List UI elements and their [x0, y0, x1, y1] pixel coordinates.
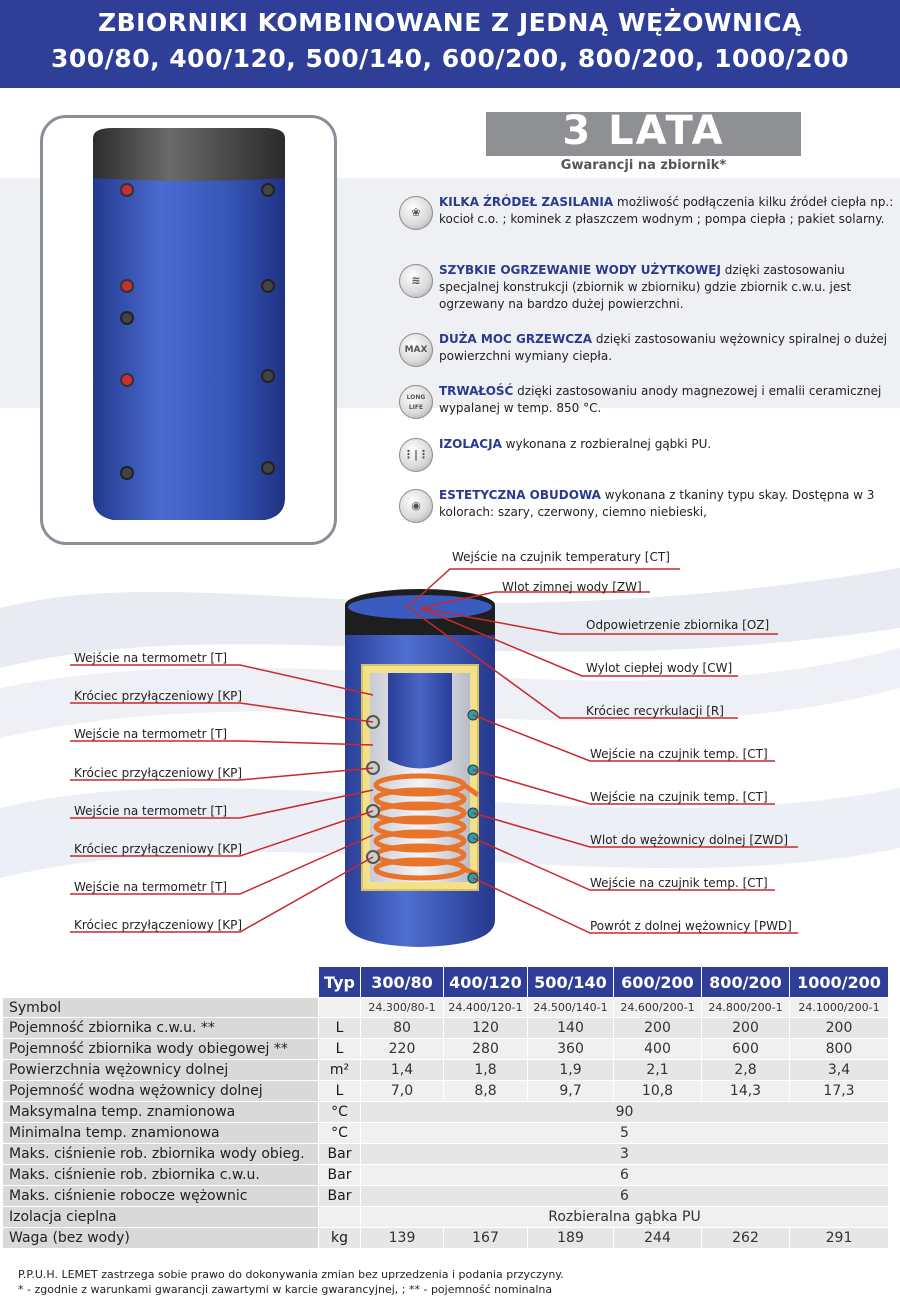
feature-text: wykonana z rozbieralnej gąbki PU.	[501, 437, 712, 451]
table-row	[3, 1186, 889, 1207]
table-row	[3, 1018, 889, 1039]
table-cell: 189	[528, 1228, 614, 1249]
table-cell: 2,1	[614, 1060, 702, 1081]
feature-title: IZOLACJA	[439, 437, 502, 451]
feature-title: SZYBKIE OGRZEWANIE WODY UŻYTKOWEJ	[439, 263, 721, 277]
feature-item	[395, 383, 895, 417]
table-cell: 24.1000/200-1	[790, 998, 889, 1018]
table-cell-merged: Rozbieralna gąbka PU	[361, 1207, 889, 1228]
feature-text: dzięki zastosowaniu specjalnej konstrukcji (zbiornik w zbiorniku) gdzie zbiornik c.w.u. jest ogrzewany na bardzo dużej powierzchni.	[439, 263, 852, 311]
long-life-icon: LONG LIFE	[399, 385, 433, 419]
table-cell: 167	[444, 1228, 528, 1249]
model-list: 300/80, 400/120, 500/140, 600/200, 800/200, 1000/200	[50, 44, 849, 73]
diagram-label: Wejście na czujnik temperatury [CT]	[452, 550, 670, 564]
diagram-label: Powrót z dolnej wężownicy [PWD]	[590, 919, 792, 933]
table-cell: 10,8	[614, 1081, 702, 1102]
table-cell: 200	[790, 1018, 889, 1039]
diagram-label: Wlot do wężownicy dolnej [ZWD]	[590, 833, 789, 847]
table-cell: 9,7	[528, 1081, 614, 1102]
feature-item	[395, 262, 895, 313]
casing-icon: ◉	[399, 489, 433, 523]
table-row	[3, 1228, 889, 1249]
warranty-subtitle: Gwarancji na zbiornik*	[560, 158, 727, 173]
feature-item	[395, 436, 895, 461]
diagram-label: Odpowietrzenie zbiornika [OZ]	[586, 618, 770, 632]
table-header-model: 300/80	[361, 967, 444, 998]
row-unit: L	[319, 1081, 361, 1102]
row-unit: Bar	[319, 1186, 361, 1207]
row-label: Powierzchnia wężownicy dolnej	[3, 1060, 319, 1081]
table-cell-merged: 3	[361, 1144, 889, 1165]
diagram-label: Wejście na czujnik temp. [CT]	[590, 790, 768, 804]
table-cell: 244	[614, 1228, 702, 1249]
warranty-years: 3 LATA	[562, 108, 725, 154]
table-cell: 24.300/80-1	[361, 998, 444, 1018]
diagram-label: Wejście na termometr [T]	[74, 880, 228, 894]
feature-text: dzięki zastosowaniu anody magnezowej i emalii ceramicznej wypalanej w temp. 850 °C.	[439, 384, 882, 415]
diagram-label: Wejście na termometr [T]	[74, 651, 228, 665]
table-row	[3, 1123, 889, 1144]
table-header-model: 600/200	[614, 967, 702, 998]
table-row	[3, 1102, 889, 1123]
table-cell-merged: 90	[361, 1102, 889, 1123]
table-cell: 1,4	[361, 1060, 444, 1081]
table-cell: 291	[790, 1228, 889, 1249]
feature-title: ESTETYCZNA OBUDOWA	[439, 488, 601, 502]
table-cell: 800	[790, 1039, 889, 1060]
leaf-icon: ❀	[399, 196, 433, 230]
table-header-model: 1000/200	[790, 967, 889, 998]
feature-title: DUŻA MOC GRZEWCZA	[439, 332, 593, 346]
diagram-label: Wejście na termometr [T]	[74, 727, 228, 741]
table-row	[3, 1207, 889, 1228]
row-unit: L	[319, 1039, 361, 1060]
title-banner	[0, 0, 900, 88]
row-label: Maksymalna temp. znamionowa	[3, 1102, 319, 1123]
table-cell: 140	[528, 1018, 614, 1039]
page-title: ZBIORNIKI KOMBINOWANE Z JEDNĄ WĘŻOWNICĄ	[98, 8, 802, 37]
table-cell: 200	[702, 1018, 790, 1039]
table-cell: 139	[361, 1228, 444, 1249]
row-label: Symbol	[3, 998, 319, 1018]
footer-notes: * - zgodnie z warunkami gwarancji zawartymi w karcie gwarancyjnej, ; ** - pojemność nominalna	[18, 1283, 553, 1296]
feature-text: wykonana z tkaniny typu skay. Dostępna w 3 kolorach: szary, czerwony, ciemno niebieski,	[439, 488, 875, 519]
table-header-model: 400/120	[444, 967, 528, 998]
table-row	[3, 998, 889, 1018]
row-unit: °C	[319, 1102, 361, 1123]
feature-item	[395, 487, 895, 521]
row-unit: Bar	[319, 1144, 361, 1165]
diagram-label: Króciec przyłączeniowy [KP]	[74, 918, 243, 932]
row-label: Minimalna temp. znamionowa	[3, 1123, 319, 1144]
diagram-label: Wejście na czujnik temp. [CT]	[590, 747, 768, 761]
row-label: Pojemność zbiornika wody obiegowej **	[3, 1039, 319, 1060]
diagram-label: Wylot ciepłej wody [CW]	[586, 661, 733, 675]
table-row	[3, 1060, 889, 1081]
diagram-label: Wlot zimnej wody [ZW]	[502, 580, 642, 594]
table-cell: 280	[444, 1039, 528, 1060]
table-cell: 17,3	[790, 1081, 889, 1102]
table-cell: 600	[702, 1039, 790, 1060]
diagram-label: Króciec przyłączeniowy [KP]	[74, 766, 243, 780]
table-cell: 200	[614, 1018, 702, 1039]
row-unit	[319, 1207, 361, 1228]
table-cell: 24.500/140-1	[528, 998, 614, 1018]
max-icon: MAX	[399, 333, 433, 367]
table-row	[3, 1039, 889, 1060]
diagram-label: Króciec przyłączeniowy [KP]	[74, 842, 243, 856]
table-cell: 360	[528, 1039, 614, 1060]
table-cell: 14,3	[702, 1081, 790, 1102]
row-label: Maks. ciśnienie rob. zbiornika c.w.u.	[3, 1165, 319, 1186]
flame-icon: ≋	[399, 264, 433, 298]
row-label: Izolacja cieplna	[3, 1207, 319, 1228]
table-cell: 24.800/200-1	[702, 998, 790, 1018]
tank-photo	[43, 118, 334, 542]
row-label: Pojemność wodna wężownicy dolnej	[3, 1081, 319, 1102]
table-cell: 80	[361, 1018, 444, 1039]
row-label: Waga (bez wody)	[3, 1228, 319, 1249]
diagram-label: Króciec recyrkulacji [R]	[586, 704, 724, 718]
table-header-typ: Typ	[319, 967, 361, 998]
table-cell-merged: 5	[361, 1123, 889, 1144]
table-header-row	[3, 967, 889, 998]
row-unit: Bar	[319, 1165, 361, 1186]
diagram-label: Króciec przyłączeniowy [KP]	[74, 689, 243, 703]
product-photo-frame	[40, 115, 337, 545]
table-row	[3, 1081, 889, 1102]
row-unit: m²	[319, 1060, 361, 1081]
table-header-model: 500/140	[528, 967, 614, 998]
specification-table	[2, 966, 889, 1249]
table-cell: 24.600/200-1	[614, 998, 702, 1018]
table-cell: 3,4	[790, 1060, 889, 1081]
table-cell-merged: 6	[361, 1165, 889, 1186]
table-cell: 220	[361, 1039, 444, 1060]
table-header-blank	[3, 967, 319, 998]
table-cell: 1,8	[444, 1060, 528, 1081]
row-unit	[319, 998, 361, 1018]
table-cell: 2,8	[702, 1060, 790, 1081]
row-label: Maks. ciśnienie robocze wężownic	[3, 1186, 319, 1207]
feature-item	[395, 331, 895, 365]
table-cell: 7,0	[361, 1081, 444, 1102]
table-header-model: 800/200	[702, 967, 790, 998]
row-unit: kg	[319, 1228, 361, 1249]
table-cell: 1,9	[528, 1060, 614, 1081]
table-row	[3, 1144, 889, 1165]
table-cell-merged: 6	[361, 1186, 889, 1207]
row-label: Maks. ciśnienie rob. zbiornika wody obieg.	[3, 1144, 319, 1165]
table-cell: 8,8	[444, 1081, 528, 1102]
table-row	[3, 1165, 889, 1186]
insulation-icon: ⋮|⋮	[399, 438, 433, 472]
feature-title: TRWAŁOŚĆ	[439, 384, 514, 398]
table-cell: 120	[444, 1018, 528, 1039]
diagram-label: Wejście na czujnik temp. [CT]	[590, 876, 768, 890]
diagram-label: Wejście na termometr [T]	[74, 804, 228, 818]
feature-text: możliwość podłączenia kilku źródeł ciepła np.: kocioł c.o. ; kominek z płaszczem wodnym ; pompa ciepła ; pakiet solarny.	[439, 195, 894, 226]
feature-text: dzięki zastosowaniu wężownicy spiralnej o dużej powierzchni wymiany ciepła.	[439, 332, 888, 363]
table-cell: 400	[614, 1039, 702, 1060]
row-label: Pojemność zbiornika c.w.u. **	[3, 1018, 319, 1039]
row-unit: °C	[319, 1123, 361, 1144]
feature-title: KILKA ŹRÓDEŁ ZASILANIA	[439, 195, 614, 209]
table-cell: 262	[702, 1228, 790, 1249]
feature-item	[395, 194, 895, 228]
footer-disclaimer: P.P.U.H. LEMET zastrzega sobie prawo do dokonywania zmian bez uprzedzenia i podania przyczyny.	[18, 1268, 564, 1281]
row-unit: L	[319, 1018, 361, 1039]
table-cell: 24.400/120-1	[444, 998, 528, 1018]
